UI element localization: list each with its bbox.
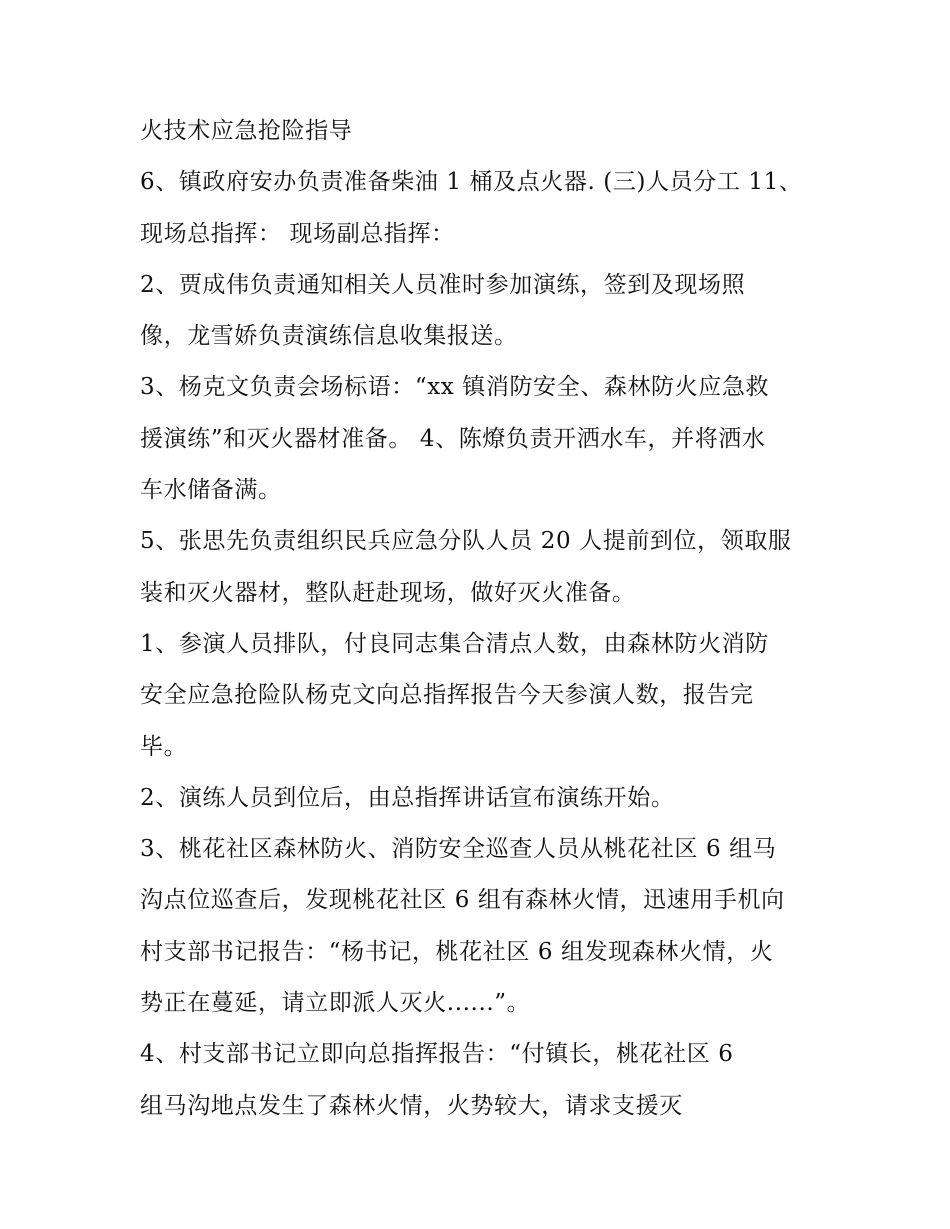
text-line: 3、杨克文负责会场标语：“xx 镇消防安全、森林防火应急救 — [140, 374, 770, 401]
text-line: 4、村支部书记立即向总指挥报告：“付镇长，桃花社区 6 — [140, 1041, 734, 1068]
text-line: 2、演练人员到位后，由总指挥讲话宣布演练开始。 — [140, 784, 675, 811]
text-line: 像，龙雪娇负责演练信息收集报送。 — [140, 323, 518, 350]
text-line: 村支部书记报告：“杨书记，桃花社区 6 组发现森林火情，火 — [140, 938, 774, 965]
text-line: 2、贾成伟负责通知相关人员准时参加演练，签到及现场照 — [140, 271, 746, 298]
text-line: 沟点位巡查后，发现桃花社区 6 组有森林火情，迅速用手机向 — [140, 887, 785, 914]
text-line: 安全应急抢险队杨克文向总指挥报告今天参演人数，报告完 — [140, 682, 754, 709]
text-line: 5、张思先负责组织民兵应急分队人员 20 人提前到位，领取服 — [140, 528, 792, 555]
text-line: 组马沟地点发生了森林火情，火势较大，请求支援灭 — [140, 1092, 683, 1119]
text-line: 势正在蔓延，请立即派人灭火......”。 — [140, 990, 531, 1017]
text-line: 车水储备满。 — [140, 477, 282, 504]
text-line: 3、桃花社区森林防火、消防安全巡查人员从桃花社区 6 组马 — [140, 836, 777, 863]
text-line: 6、镇政府安办负责准备柴油 1 桶及点火器. (三)人员分工 11、 — [140, 169, 803, 196]
text-line: 现场总指挥： 现场副总指挥： — [140, 220, 455, 247]
text-line: 毕。 — [140, 733, 188, 760]
text-line: 援演练”和灭火器材准备。 4、陈燎负责开洒水车，并将洒水 — [140, 425, 766, 452]
document-body — [140, 106, 820, 1132]
text-line: 1、参演人员排队，付良同志集合清点人数，由森林防火消防 — [140, 630, 769, 657]
text-line: 装和灭火器材，整队赶赴现场，做好灭火准备。 — [140, 579, 636, 606]
text-line: 火技术应急抢险指导 — [140, 118, 353, 144]
